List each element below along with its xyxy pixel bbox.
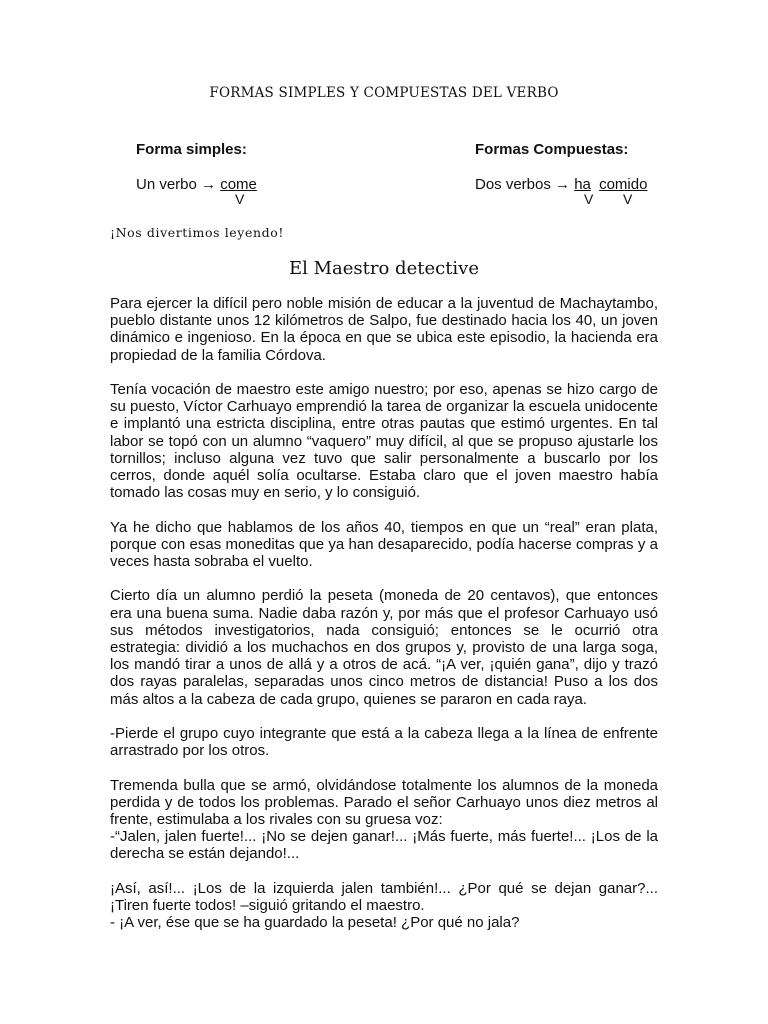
compound-prefix: Dos verbos →: [475, 176, 571, 193]
story-body: [110, 295, 658, 931]
compound-form-example: [475, 176, 647, 193]
participle-verb-mark: V: [623, 191, 633, 207]
auxiliary-verb: ha: [574, 176, 591, 193]
story-paragraph: Para ejercer la difícil pero noble misión de educar a la juventud de Machaytambo, pueblo distante unos 12 kilómetros de Salpo, fue destinado hacia los 40, un joven dinámico e ingenioso. En la época en que se ubica este episodio, la hacienda era propiedad de la familia Córdova.: [110, 295, 658, 364]
story-paragraph: Tremenda bulla que se armó, olvidándose totalmente los alumnos de la moneda perdida y de todos los problemas. Parado el señor Carhuayo unos diez metros al frente, estimulaba a los rivales con su gruesa voz:: [110, 776, 658, 829]
story-title: El Maestro detective: [288, 258, 480, 279]
story-dialogue: - ¡A ver, ése que se ha guardado la peseta! ¿Por qué no jala?: [110, 914, 520, 932]
simple-prefix: Un verbo →: [136, 176, 217, 193]
story-dialogue: ¡Así, así!... ¡Los de la izquierda jalen también!... ¿Por qué se dejan ganar?... ¡Tiren fuerte todos! –siguió gritando el maestro.: [110, 879, 658, 915]
story-paragraph: Ya he dicho que hablamos de los años 40, tiempos en que un “real” eran plata, porque con esas moneditas que ya han desaparecido, podía hacerse compras y a veces hasta sobraba el vuelto.: [110, 518, 658, 571]
participle-verb: comido: [599, 176, 648, 193]
worksheet-heading: FORMAS SIMPLES Y COMPUESTAS DEL VERBO: [209, 85, 559, 101]
simple-verb: come: [220, 176, 257, 193]
auxiliary-verb-mark: V: [584, 191, 594, 207]
story-paragraph: Cierto día un alumno perdió la peseta (moneda de 20 centavos), que entonces era una buena suma. Nadie daba razón y, por más que el profesor Carhuayo usó sus métodos investigatorios, nada consiguió; entonces se le ocurrió otra estrategia: dividió a los muchachos en dos grupos y, provisto de una larga soga, los mandó tirar a unos de allá y a otros de acá. “¡A ver, ¡quién gana”, dijo y trazó dos rayas paralelas, separadas unos cinco metros de distancia! Puso a los dos más altos a la cabeza de cada grupo, quienes se pararon en cada raya.: [110, 587, 658, 708]
story-paragraph: -Pierde el grupo cuyo integrante que está a la cabeza llega a la línea de enfrente arrastrado por los otros.: [110, 725, 658, 760]
story-paragraph: Tenía vocación de maestro este amigo nuestro; por eso, apenas se hizo cargo de su puesto, Víctor Carhuayo emprendió la tarea de organizar la escuela unidocente e implantó una estricta disciplina, entre otras pautas que estimó urgentes. En tal labor se topó con un alumno “vaquero” muy difícil, al que se propuso ajustarle los tornillos; incluso alguna vez tuvo que salir personalmente a buscarlo por los cerros, donde aquél solía ocultarse. Estaba claro que el joven maestro había tomado las cosas muy en serio, y lo consiguió.: [110, 381, 658, 502]
simple-form-label: Forma simples:: [136, 141, 247, 158]
compound-form-label: Formas Compuestas:: [475, 141, 629, 158]
story-dialogue: -“Jalen, jalen fuerte!... ¡No se dejen ganar!... ¡Más fuerte, más fuerte!... ¡Los de la derecha se están dejando!...: [110, 828, 658, 863]
simple-verb-mark: V: [235, 191, 245, 207]
reading-slogan: ¡Nos divertimos leyendo!: [110, 225, 284, 240]
